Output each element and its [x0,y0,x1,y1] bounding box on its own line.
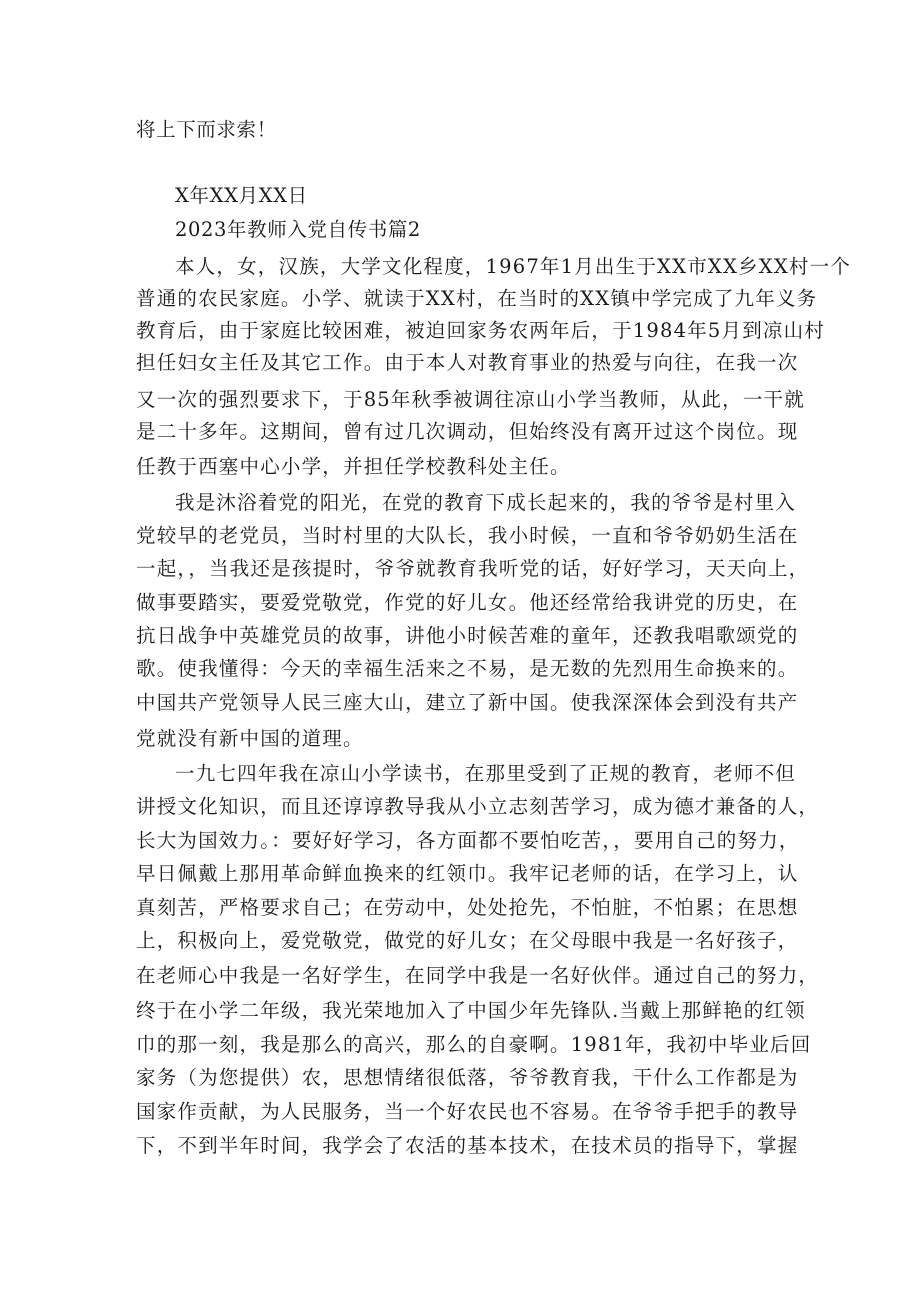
paragraph-line: 长大为国效力。：要好好学习，各方面都不要怕吃苦，，要用自己的努力， [136,829,800,852]
paragraph-line: 下，不到半年时间，我学会了农活的基本技术，在技术员的指导下，掌握 [136,1134,799,1157]
paragraph-line: 在老师心中我是一名好学生，在同学中我是一名好伙伴。通过自己的努力， [136,964,820,987]
section-title: 2023年教师入党自传书篇2 [175,218,421,241]
paragraph-line: 一起，，当我还是孩提时，爷爷就教育我听党的话，好好学习，天天向上， [136,557,810,580]
paragraph-line: 又一次的强烈要求下，于85年秋季被调往凉山小学当教师，从此，一干就 [136,388,805,411]
paragraph-line: 做事要踏实，要爱党敬党，作党的好儿女。他还经常给我讲党的历史，在 [136,591,799,614]
closing-line: 将上下而求索！ [136,118,277,141]
paragraph-line: 中国共产党领导人民三座大山，建立了新中国。使我深深体会到没有共产 [136,691,799,714]
paragraph-line: 终于在小学二年级，我光荣地加入了中国少年先锋队.当戴上那鲜艳的红领 [136,999,806,1022]
paragraph-line: 担任妇女主任及其它工作。由于本人对教育事业的热爱与向往，在我一次 [136,351,799,374]
paragraph-line: 普通的农民家庭。小学、就读于XX村，在当时的XX镇中学完成了九年义务 [136,287,818,310]
paragraph-line: 真刻苦，严格要求自己；在劳动中，处处抢先，不怕脏，不怕累；在思想 [136,896,799,919]
paragraph-line: 本人，女，汉族，大学文化程度，1967年1月出生于XX市XX乡XX村一个 [175,255,852,278]
paragraph-line: 教育后，由于家庭比较困难，被迫回家务农两年后，于1984年5月到凉山村 [136,319,826,342]
paragraph-line: 国家作贡献，为人民服务，当一个好农民也不容易。在爷爷手把手的教导 [136,1100,799,1123]
paragraph-line: 家务（为您提供）农，思想情绪很低落，爷爷教育我，干什么工作都是为 [136,1066,799,1089]
paragraph-line: 早日佩戴上那用革命鲜血换来的红领巾。我牢记老师的话，在学习上，认 [136,862,799,885]
paragraph-line: 一九七四年我在凉山小学读书，在那里受到了正规的教育，老师不但 [175,762,797,785]
paragraph-line: 我是沐浴着党的阳光，在党的教育下成长起来的，我的爷爷是村里入 [175,491,797,514]
paragraph-line: 歌。使我懂得：今天的幸福生活来之不易，是无数的先烈用生命换来的。 [136,657,799,680]
paragraph-line: 讲授文化知识，而且还谆谆教导我从小立志刻苦学习，成为德才兼备的人， [136,795,820,818]
paragraph-line: 党就没有新中国的道理。 [136,727,364,750]
date-line: X年XX月XX日 [175,184,308,207]
paragraph-line: 是二十多年。这期间，曾有过几次调动，但始终没有离开过这个岗位。现 [136,420,799,443]
paragraph-line: 任教于西塞中心小学，并担任学校教科处主任。 [136,455,571,478]
paragraph-line: 党较早的老党员，当时村里的大队长，我小时候，一直和爷爷奶奶生活在 [136,524,799,547]
paragraph-line: 巾的那一刻，我是那么的高兴，那么的自豪啊。1981年，我初中毕业后回 [136,1033,812,1056]
paragraph-line: 抗日战争中英雄党员的故事，讲他小时候苦难的童年，还教我唱歌颂党的 [136,624,799,647]
paragraph-line: 上，积极向上，爱党敬党，做党的好儿女；在父母眼中我是一名好孩子， [136,929,799,952]
